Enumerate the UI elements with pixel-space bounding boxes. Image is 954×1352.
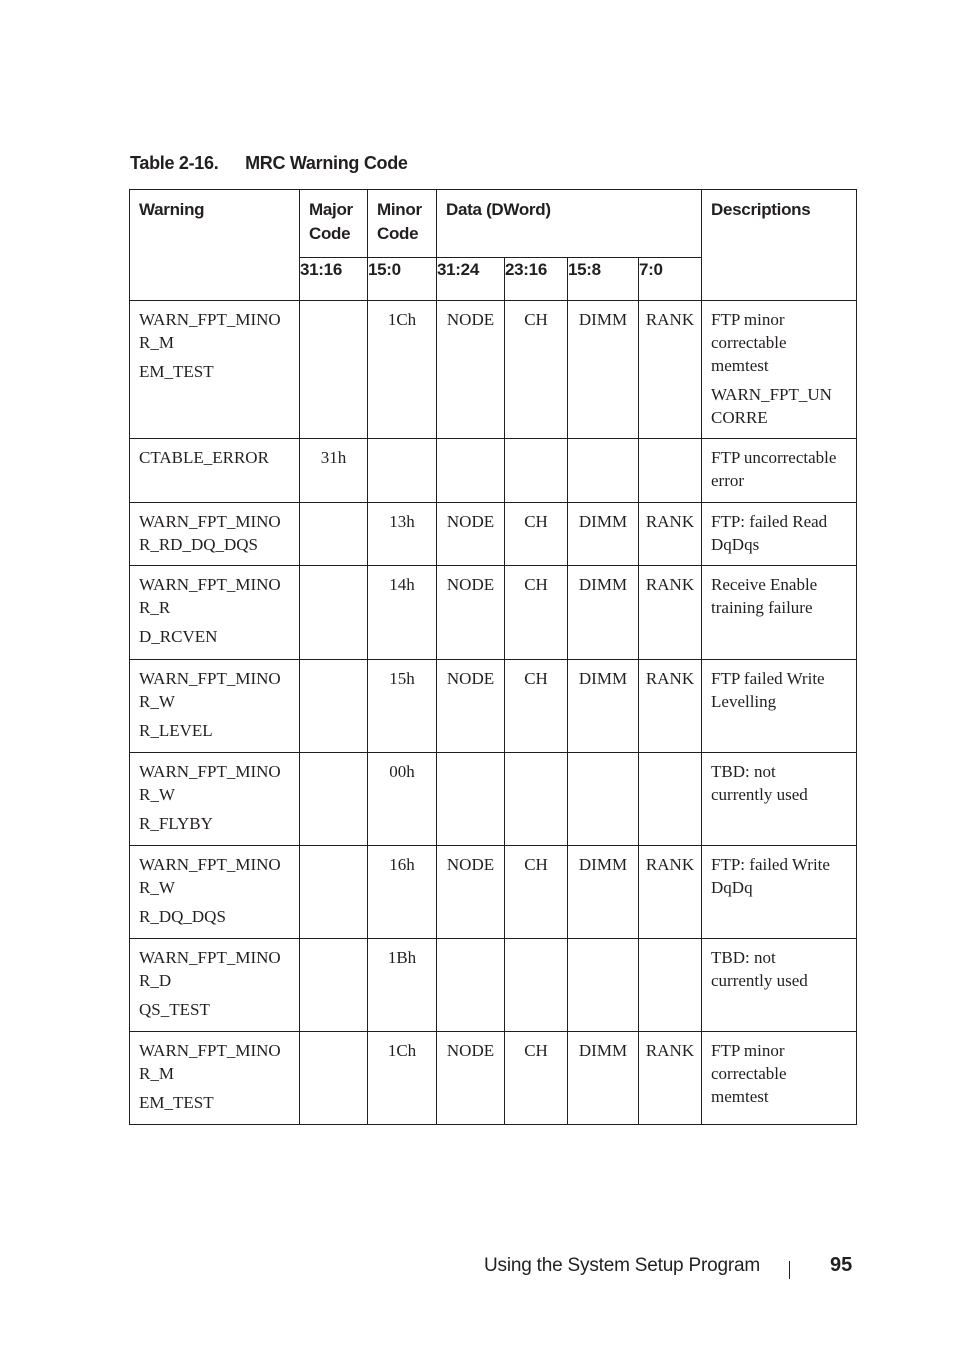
data-bits-15-8-cell: DIMM: [568, 660, 639, 753]
data-bits-31-24-cell: NODE: [437, 301, 505, 439]
table-row: [130, 753, 857, 846]
data-bits-23-16-cell: CH: [505, 503, 568, 566]
header-descriptions: Descriptions: [702, 190, 857, 301]
header-data-dword: Data (DWord): [437, 190, 702, 258]
data-bits-7-0-cell: [639, 939, 702, 1032]
warning-name-cell: WARN_FPT_MINO R_M EM_TEST: [130, 1032, 300, 1125]
major-code-cell: [300, 660, 368, 753]
data-bits-7-0-cell: RANK: [639, 566, 702, 660]
data-bits-15-8-cell: [568, 939, 639, 1032]
table-title: MRC Warning Code: [245, 153, 408, 173]
data-bits-7-0-cell: RANK: [639, 660, 702, 753]
minor-code-cell: 1Bh: [368, 939, 437, 1032]
warning-name-cell: WARN_FPT_MINO R_D QS_TEST: [130, 939, 300, 1032]
header-major-code: Major Code: [300, 190, 368, 258]
data-bits-15-8-cell: [568, 439, 639, 503]
warning-name-cell: WARN_FPT_MINO R_M EM_TEST: [130, 301, 300, 439]
table-caption: [130, 153, 408, 174]
data-bits-7-0-cell: RANK: [639, 503, 702, 566]
minor-code-cell: 13h: [368, 503, 437, 566]
warning-name-cell: WARN_FPT_MINO R_R D_RCVEN: [130, 566, 300, 660]
table-number: Table 2-16.: [130, 153, 219, 173]
footer-separator: [789, 1261, 790, 1279]
data-bits-23-16-cell: CH: [505, 566, 568, 660]
data-bits-31-24-cell: NODE: [437, 660, 505, 753]
major-code-cell: [300, 301, 368, 439]
table-row: [130, 846, 857, 939]
description-cell: FTP failed Write Levelling: [702, 660, 857, 753]
description-cell: FTP minor correctable memtest WARN_FPT_UN CORRE: [702, 301, 857, 439]
major-code-cell: [300, 1032, 368, 1125]
header-bits-23-16: 23:16: [505, 258, 568, 301]
major-code-cell: [300, 753, 368, 846]
data-bits-31-24-cell: NODE: [437, 566, 505, 660]
data-bits-15-8-cell: DIMM: [568, 846, 639, 939]
data-bits-15-8-cell: [568, 753, 639, 846]
minor-code-cell: 16h: [368, 846, 437, 939]
description-cell: FTP: failed Read DqDqs: [702, 503, 857, 566]
data-bits-23-16-cell: CH: [505, 1032, 568, 1125]
data-bits-31-24-cell: [437, 439, 505, 503]
data-bits-15-8-cell: DIMM: [568, 301, 639, 439]
table-row: [130, 301, 857, 439]
header-bits-7-0: 7:0: [639, 258, 702, 301]
minor-code-cell: 1Ch: [368, 301, 437, 439]
description-cell: TBD: not currently used: [702, 753, 857, 846]
minor-code-cell: 00h: [368, 753, 437, 846]
description-cell: FTP minor correctable memtest: [702, 1032, 857, 1125]
page-number: 95: [830, 1254, 853, 1276]
data-bits-23-16-cell: [505, 939, 568, 1032]
data-bits-7-0-cell: [639, 753, 702, 846]
description-cell: TBD: not currently used: [702, 939, 857, 1032]
header-warning: Warning: [130, 190, 300, 301]
data-bits-7-0-cell: RANK: [639, 846, 702, 939]
major-code-cell: [300, 566, 368, 660]
warning-name-cell: WARN_FPT_MINO R_RD_DQ_DQS: [130, 503, 300, 566]
table-row: [130, 1032, 857, 1125]
data-bits-23-16-cell: CH: [505, 301, 568, 439]
data-bits-23-16-cell: CH: [505, 660, 568, 753]
minor-code-cell: 1Ch: [368, 1032, 437, 1125]
header-bits-31-24: 31:24: [437, 258, 505, 301]
data-bits-31-24-cell: NODE: [437, 846, 505, 939]
data-bits-31-24-cell: NODE: [437, 503, 505, 566]
data-bits-15-8-cell: DIMM: [568, 503, 639, 566]
table-row: [130, 660, 857, 753]
data-bits-31-24-cell: [437, 753, 505, 846]
minor-code-cell: 14h: [368, 566, 437, 660]
mrc-warning-code-table: [129, 189, 857, 1125]
data-bits-23-16-cell: [505, 439, 568, 503]
major-code-cell: [300, 939, 368, 1032]
description-cell: FTP: failed Write DqDq: [702, 846, 857, 939]
data-bits-7-0-cell: RANK: [639, 301, 702, 439]
minor-code-cell: 15h: [368, 660, 437, 753]
warning-name-cell: CTABLE_ERROR: [130, 439, 300, 503]
header-bits-15-8: 15:8: [568, 258, 639, 301]
data-bits-31-24-cell: NODE: [437, 1032, 505, 1125]
minor-code-cell: [368, 439, 437, 503]
data-bits-7-0-cell: RANK: [639, 1032, 702, 1125]
description-cell: FTP uncorrectable error: [702, 439, 857, 503]
header-minor-code: Minor Code: [368, 190, 437, 258]
description-cell: Receive Enable training failure: [702, 566, 857, 660]
data-bits-23-16-cell: CH: [505, 846, 568, 939]
major-code-cell: 31h: [300, 439, 368, 503]
table-body: [130, 301, 857, 1125]
data-bits-15-8-cell: DIMM: [568, 566, 639, 660]
data-bits-23-16-cell: [505, 753, 568, 846]
table-row: [130, 439, 857, 503]
data-bits-31-24-cell: [437, 939, 505, 1032]
table-row: [130, 566, 857, 660]
major-code-cell: [300, 503, 368, 566]
table-row: [130, 503, 857, 566]
major-code-cell: [300, 846, 368, 939]
header-bits-15-0: 15:0: [368, 258, 437, 301]
warning-name-cell: WARN_FPT_MINO R_W R_DQ_DQS: [130, 846, 300, 939]
data-bits-7-0-cell: [639, 439, 702, 503]
footer-section-title: Using the System Setup Program: [484, 1255, 760, 1276]
header-bits-31-16: 31:16: [300, 258, 368, 301]
data-bits-15-8-cell: DIMM: [568, 1032, 639, 1125]
table-row: [130, 939, 857, 1032]
warning-name-cell: WARN_FPT_MINO R_W R_LEVEL: [130, 660, 300, 753]
warning-name-cell: WARN_FPT_MINO R_W R_FLYBY: [130, 753, 300, 846]
